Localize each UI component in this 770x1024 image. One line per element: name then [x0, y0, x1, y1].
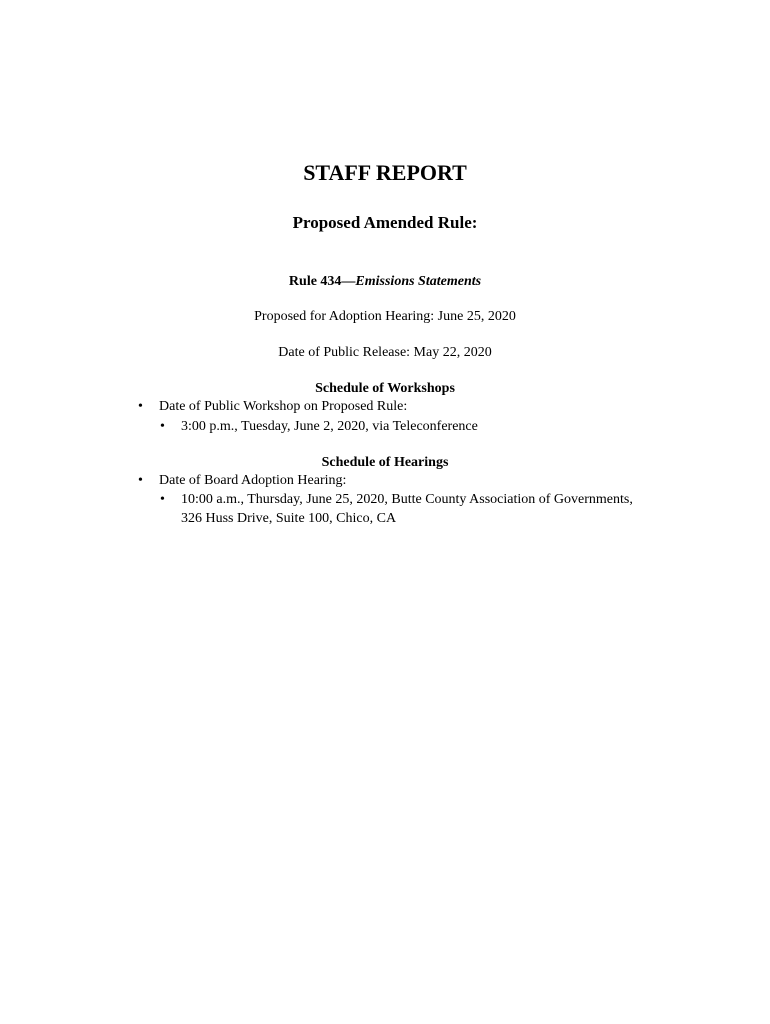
rule-heading — [0, 272, 770, 292]
workshops-heading: Schedule of Workshops — [315, 381, 455, 396]
workshop-sub-item-text: 3:00 p.m., Tuesday, June 2, 2020, via Teleconference — [181, 419, 478, 434]
page-subtitle: Proposed Amended Rule: — [292, 213, 478, 232]
rule-number: Rule 434— — [288, 274, 356, 289]
hearing-item-text: Date of Board Adoption Hearing: — [159, 473, 347, 488]
hearing-sub-item-line1: 10:00 a.m., Thursday, June 25, 2020, Butte County Association of Governments, — [181, 492, 633, 507]
page-title: STAFF REPORT — [303, 160, 467, 185]
rule-name: Emissions Statements — [355, 274, 482, 289]
bullet-icon: • — [138, 399, 143, 414]
hearing-sub-item-line2: 326 Huss Drive, Suite 100, Chico, CA — [181, 511, 397, 526]
bullet-icon: • — [160, 419, 165, 434]
adoption-hearing-line: Proposed for Adoption Hearing: June 25, 2020 — [254, 309, 516, 324]
workshop-item-text: Date of Public Workshop on Proposed Rule: — [159, 399, 408, 414]
bullet-icon: • — [138, 473, 143, 488]
hearings-heading: Schedule of Hearings — [321, 455, 449, 470]
public-release-line: Date of Public Release: May 22, 2020 — [278, 345, 492, 360]
bullet-icon: • — [160, 492, 165, 507]
hearing-sub-item-text — [181, 490, 701, 528]
